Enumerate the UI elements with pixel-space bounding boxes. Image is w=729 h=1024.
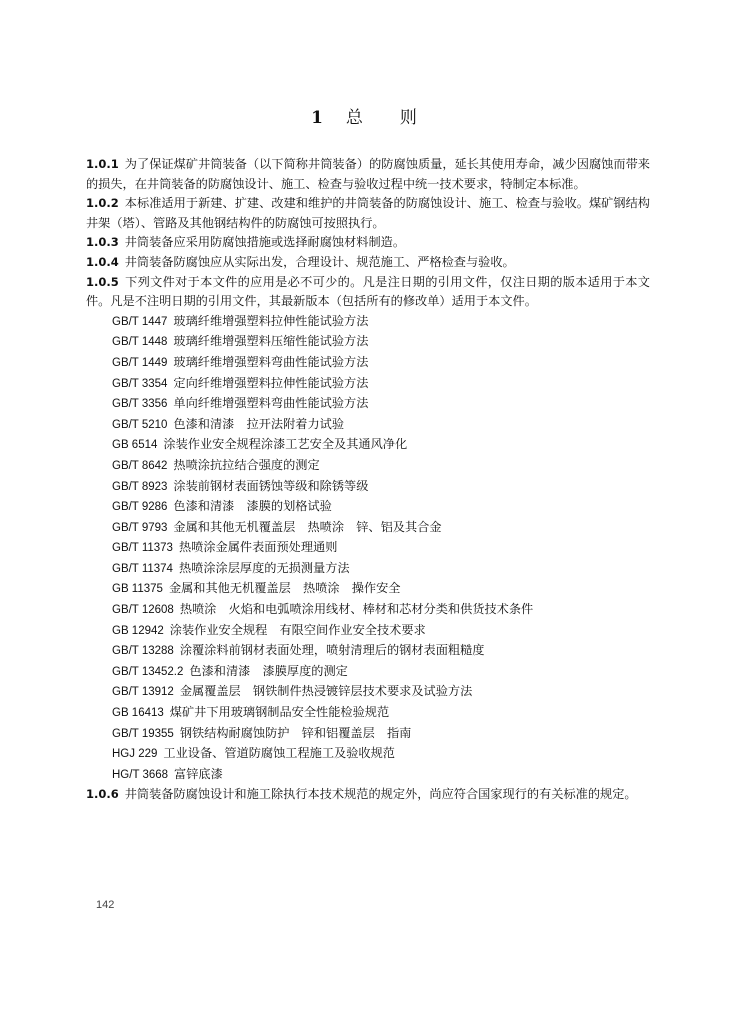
standard-reference <box>86 477 650 498</box>
standard-name: 煤矿井下用玻璃钢制品安全性能检验规范 <box>169 705 390 720</box>
standard-name: 定向纤维增强塑料拉伸性能试验方法 <box>173 375 369 390</box>
clause-1-0-3 <box>86 233 650 253</box>
standard-name: 涂覆涂料前钢材表面处理，喷射清理后的钢材表面粗糙度 <box>179 643 485 658</box>
standard-code: GB/T 5210 <box>112 418 168 431</box>
standard-code: GB/T 13288 <box>112 645 174 658</box>
standard-code: GB 16413 <box>112 707 164 720</box>
standard-reference <box>86 559 650 580</box>
standard-reference <box>86 538 650 559</box>
standard-code: GB/T 13912 <box>112 686 174 699</box>
standard-name: 热喷涂抗拉结合强度的测定 <box>173 457 320 472</box>
clause-text: 为了保证煤矿井筒装备（以下简称井筒装备）的防腐蚀质量，延长其使用寿命，减少因腐蚀而带来的损失，在井筒装备的防腐蚀设计、施工、检查与验收过程中统一技术要求，特制定本标准。 <box>86 157 650 191</box>
clause-number: 1.0.1 <box>86 157 119 171</box>
clause-1-0-2 <box>86 194 650 233</box>
standard-name: 涂装作业安全规程 有限空间作业安全技术要求 <box>169 622 426 637</box>
standard-code: GB/T 8923 <box>112 480 168 493</box>
standard-reference <box>86 703 650 724</box>
clause-text: 井筒装备防腐蚀设计和施工除执行本技术规范的规定外，尚应符合国家现行的有关标准的规定。 <box>124 787 637 802</box>
standard-reference <box>86 497 650 518</box>
standard-name: 单向纤维增强塑料弯曲性能试验方法 <box>173 396 369 411</box>
clause-text: 本标准适用于新建、扩建、改建和维护的井筒装备的防腐蚀设计、施工、检查与验收。煤矿钢结构井架（塔）、管路及其他钢结构件的防腐蚀可按照执行。 <box>86 196 650 230</box>
standard-reference <box>86 724 650 745</box>
clause-text: 井筒装备应采用防腐蚀措施或选择耐腐蚀材料制造。 <box>124 235 406 250</box>
clause-text: 井筒装备防腐蚀应从实际出发，合理设计、规范施工、严格检查与验收。 <box>124 254 515 269</box>
chapter-title-char-2: 则 <box>399 108 418 128</box>
standard-name: 工业设备、管道防腐蚀工程施工及验收规范 <box>163 746 395 761</box>
standard-name: 涂装作业安全规程涂漆工艺安全及其通风净化 <box>163 437 408 452</box>
clause-text: 下列文件对于本文件的应用是必不可少的。凡是注日期的引用文件，仅注日期的版本适用于本文件。凡是不注明日期的引用文件，其最新版本（包括所有的修改单）适用于本文件。 <box>86 274 650 309</box>
page-number: 142 <box>96 899 115 911</box>
standard-code: GB 6514 <box>112 439 158 452</box>
standard-reference <box>86 682 650 703</box>
standard-code: GB/T 13452.2 <box>112 665 184 678</box>
clause-number: 1.0.3 <box>86 235 119 250</box>
standard-name: 热喷涂 火焰和电弧喷涂用线材、棒材和芯材分类和供货技术条件 <box>179 602 534 617</box>
chapter-body <box>86 155 650 805</box>
clause-1-0-4 <box>86 253 650 273</box>
standard-reference <box>86 641 650 662</box>
standard-reference <box>86 662 650 683</box>
chapter-title-char-1: 总 <box>345 108 364 128</box>
standard-name: 富锌底漆 <box>174 766 223 781</box>
standard-code: GB/T 9286 <box>112 501 168 514</box>
standard-code: GB/T 11373 <box>112 542 173 555</box>
standard-reference <box>86 744 650 765</box>
standard-code: GB/T 1449 <box>112 356 168 369</box>
standard-reference <box>86 415 650 436</box>
normative-references-list <box>86 312 650 786</box>
standard-reference <box>86 353 650 374</box>
standard-reference <box>86 456 650 477</box>
standard-reference <box>86 765 650 786</box>
standard-name: 色漆和清漆 漆膜的划格试验 <box>173 499 332 514</box>
standard-name: 钢铁结构耐腐蚀防护 锌和铝覆盖层 指南 <box>179 725 412 740</box>
clause-number: 1.0.6 <box>86 787 119 802</box>
standard-code: GB/T 11374 <box>112 562 173 575</box>
standard-reference <box>86 435 650 456</box>
standard-reference <box>86 394 650 415</box>
standard-code: GB 12942 <box>112 624 164 637</box>
standard-name: 金属和其他无机覆盖层 热喷涂 操作安全 <box>168 581 401 596</box>
clause-1-0-1 <box>86 155 650 194</box>
standard-code: GB/T 1447 <box>112 315 168 328</box>
chapter-title <box>0 103 729 128</box>
standard-name: 涂装前钢材表面锈蚀等级和除锈等级 <box>173 478 369 493</box>
standard-name: 金属覆盖层 钢铁制件热浸镀锌层技术要求及试验方法 <box>179 684 473 699</box>
standard-name: 玻璃纤维增强塑料拉伸性能试验方法 <box>173 313 369 328</box>
clause-number: 1.0.4 <box>86 254 119 269</box>
standard-name: 热喷涂金属件表面预处理通则 <box>178 540 338 555</box>
clause-1-0-5 <box>86 273 650 312</box>
chapter-number: 1 <box>311 108 324 128</box>
standard-reference <box>86 312 650 333</box>
standard-name: 色漆和清漆 漆膜厚度的测定 <box>189 663 348 678</box>
standard-name: 金属和其他无机覆盖层 热喷涂 锌、铝及其合金 <box>173 519 442 534</box>
standard-reference <box>86 518 650 539</box>
standard-code: GB 11375 <box>112 583 163 596</box>
clause-number: 1.0.5 <box>86 274 119 289</box>
standard-code: GB/T 1448 <box>112 336 168 349</box>
standard-name: 色漆和清漆 拉开法附着力试验 <box>173 416 345 431</box>
standard-code: HGJ 229 <box>112 748 158 761</box>
standard-reference <box>86 600 650 621</box>
standard-code: GB/T 19355 <box>112 727 174 740</box>
standard-code: HG/T 3668 <box>112 768 169 781</box>
standard-code: GB/T 12608 <box>112 604 174 617</box>
standard-code: GB/T 9793 <box>112 521 168 534</box>
standard-name: 热喷涂涂层厚度的无损测量方法 <box>178 560 350 575</box>
standard-code: GB/T 8642 <box>112 459 168 472</box>
clause-1-0-6 <box>86 785 650 805</box>
standard-name: 玻璃纤维增强塑料压缩性能试验方法 <box>173 334 369 349</box>
standard-reference <box>86 621 650 642</box>
standard-reference <box>86 374 650 395</box>
standard-code: GB/T 3356 <box>112 398 168 411</box>
standard-reference <box>86 332 650 353</box>
standard-name: 玻璃纤维增强塑料弯曲性能试验方法 <box>173 354 369 369</box>
standard-reference <box>86 579 650 600</box>
standard-code: GB/T 3354 <box>112 377 168 390</box>
clause-number: 1.0.2 <box>86 196 119 211</box>
